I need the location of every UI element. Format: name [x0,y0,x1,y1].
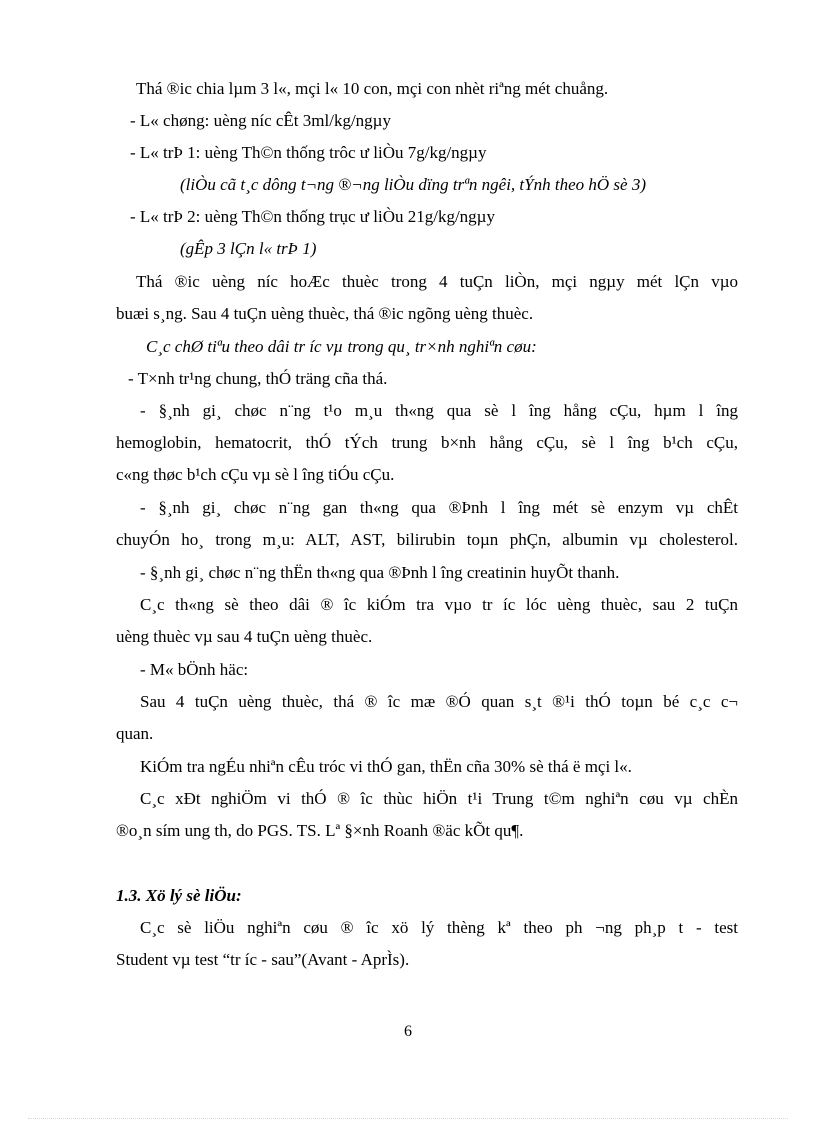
list-item: - §¸nh gi¸ chøc n¨ng thËn th«ng qua ®Þnh l îng creatinin huyÕt thanh. [140,563,620,582]
paragraph-line: Thá ®ic uèng níc hoÆc thuèc trong 4 tuÇn liÒn, mçi ngµy mét lÇn vµo [136,272,738,291]
paragraph-line: hemoglobin, hematocrit, thÓ tÝch trung b×nh hång cÇu, sè l îng b¹ch cÇu, [116,433,738,452]
page-bottom-divider [28,1118,788,1119]
section-heading: 1.3. Xö lý sè liÖu: [116,886,242,905]
paragraph-line: uèng thuèc vµ sau 4 tuÇn uèng thuèc. [116,627,373,646]
list-item: - L« trÞ 1: uèng Th©n thống trôc ư liÒu 7g/kg/ngµy [130,143,487,162]
paragraph-line: C¸c th«ng sè theo dâi ® îc kiÓm tra vµo tr íc lóc uèng thuèc, sau 2 tuÇn [140,595,738,614]
list-item: - §¸nh gi¸ chøc n¨ng gan th«ng qua ®Þnh l îng mét sè enzym vµ chÊt [140,498,738,517]
paragraph-line: Thá ®ic chia lµm 3 l«, mçi l« 10 con, mçi con nhèt riªng mét chuång. [136,79,609,98]
paragraph-line: ®o¸n sím ung th, do PGS. TS. Lª §×nh Roanh ®äc kÕt qu¶. [116,821,524,840]
note-line: (gÊp 3 lÇn l« trÞ 1) [180,239,317,258]
list-item: - M« bÖnh häc: [140,660,249,679]
note-line: (liÒu cã t¸c dông t¬ng ®¬ng liÒu dïng trªn ngêi, tÝnh theo hÖ sè 3) [180,175,646,194]
paragraph-line: chuyÓn ho¸ trong m¸u: ALT, AST, bilirubin toµn phÇn, albumin vµ cholesterol. [116,530,738,549]
paragraph-line: Student vµ test “tr íc - sau”(Avant - AprÌs). [116,950,410,969]
paragraph-line: buæi s¸ng. Sau 4 tuÇn uèng thuèc, thá ®ic ngõng uèng thuèc. [116,304,534,323]
paragraph-line: C¸c xÐt nghiÖm vi thÓ ® îc thùc hiÖn t¹i Trung t©m nghiªn cøu vµ chÈn [140,789,738,808]
section-subheading: C¸c chØ tiªu theo dâi tr íc vµ trong qu¸ tr×nh nghiªn cøu: [146,337,537,356]
page-number: 6 [404,1023,412,1040]
list-item: - L« chøng: uèng níc cÊt 3ml/kg/ngµy [130,111,391,130]
list-item: - T×nh tr¹ng chung, thÓ träng cña thá. [128,369,388,388]
paragraph-line: Sau 4 tuÇn uèng thuèc, thá ® îc mæ ®Ó quan s¸t ®¹i thÓ toµn bé c¸c c¬ [140,692,738,711]
paragraph-line: c«ng thøc b¹ch cÇu vµ sè l îng tiÓu cÇu. [116,465,395,484]
paragraph-line: quan. [116,724,154,743]
list-item: - L« trÞ 2: uèng Th©n thống trục ư liÒu 21g/kg/ngµy [130,207,495,226]
paragraph-line: KiÓm tra ngÉu nhiªn cÊu tróc vi thÓ gan, thËn cña 30% sè thá ë mçi l«. [140,757,632,776]
paragraph-line: C¸c sè liÖu nghiªn cøu ® îc xö lý thèng kª theo ph ¬ng ph¸p t - test [140,918,738,937]
list-item: - §¸nh gi¸ chøc n¨ng t¹o m¸u th«ng qua sè l îng hång cÇu, hµm l îng [140,401,738,420]
